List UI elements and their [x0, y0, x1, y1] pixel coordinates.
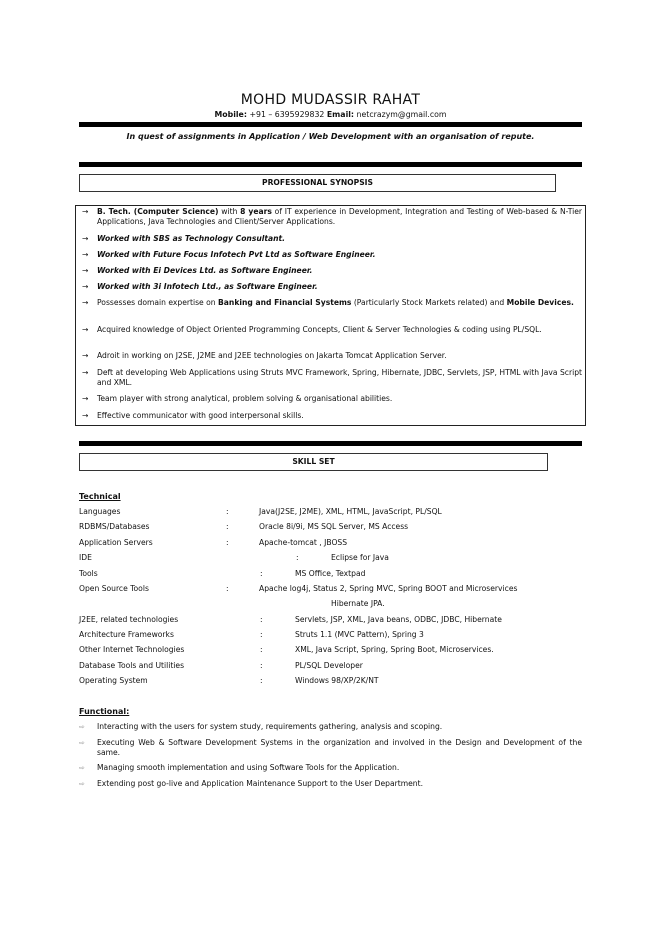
functional-item — [79, 779, 582, 789]
skill-row — [0, 661, 661, 671]
synopsis-item-text — [97, 411, 582, 421]
arrow-right-icon: → — [82, 250, 89, 259]
text-segment: Adroit in working on J2SE, J2ME and J2EE technologies on Jakarta Tomcat Application Server. — [97, 351, 447, 360]
skill-label: Application Servers — [79, 538, 153, 547]
text-segment: 8 years — [240, 207, 272, 216]
skill-row — [0, 522, 661, 532]
synopsis-item — [82, 351, 582, 361]
functional-item-text: Executing Web & Software Development Systems in the organization and involved in the Design and Development of the same. — [97, 738, 582, 757]
skill-row — [0, 615, 661, 625]
divider — [79, 122, 582, 127]
skill-separator: : — [260, 645, 263, 654]
skill-row — [0, 645, 661, 655]
text-segment: Worked with Ei Devices Ltd. as Software Engineer. — [97, 266, 313, 275]
arrow-right-icon: → — [82, 234, 89, 243]
text-segment: (Particularly Stock Markets related) and — [351, 298, 507, 307]
skill-label: Open Source Tools — [79, 584, 149, 593]
skill-row — [0, 507, 661, 517]
arrow-right-icon: → — [82, 411, 89, 420]
arrow-right-icon: → — [82, 282, 89, 291]
skill-value: Struts 1.1 (MVC Pattern), Spring 3 — [295, 630, 424, 639]
skill-row — [0, 569, 661, 579]
functional-item-text: Managing smooth implementation and using Software Tools for the Application. — [97, 763, 400, 772]
synopsis-item — [82, 298, 582, 308]
synopsis-item-text — [97, 282, 582, 292]
synopsis-item-text — [97, 250, 582, 260]
synopsis-item — [82, 325, 582, 335]
synopsis-item-text — [97, 266, 582, 276]
arrow-right-icon: → — [82, 207, 89, 216]
skill-value: Java(J2SE, J2ME), XML, HTML, JavaScript, PL/SQL — [259, 507, 442, 516]
skill-value: Windows 98/XP/2K/NT — [295, 676, 379, 685]
skill-value: XML, Java Script, Spring, Spring Boot, Microservices. — [295, 645, 494, 654]
candidate-name: MOHD MUDASSIR RAHAT — [240, 92, 421, 108]
synopsis-item — [82, 368, 582, 388]
skill-separator: : — [226, 522, 229, 531]
arrow-right-icon: → — [82, 325, 89, 334]
skill-row — [0, 630, 661, 640]
synopsis-item — [82, 282, 582, 292]
arrow-right-icon: → — [82, 394, 89, 403]
objective: In quest of assignments in Application / Web Development with an organisation of repute. — [126, 132, 535, 141]
functional-item-text: Extending post go-live and Application Maintenance Support to the User Department. — [97, 779, 423, 788]
text-segment: Effective communicator with good interpersonal skills. — [97, 411, 304, 420]
skill-separator: : — [260, 676, 263, 685]
text-segment: with — [218, 207, 241, 216]
arrow-right-icon: → — [82, 351, 89, 360]
text-segment: B. Tech. (Computer Science) — [97, 207, 219, 216]
skill-label: Languages — [79, 507, 121, 516]
skill-value: Apache log4j, Status 2, Spring MVC, Spring BOOT and Microservices — [259, 584, 518, 593]
synopsis-item-text — [97, 298, 582, 308]
arrow-bullet-icon: ⇨ — [79, 739, 85, 747]
skill-value: Apache-tomcat , JBOSS — [259, 538, 348, 547]
skill-label: Architecture Frameworks — [79, 630, 174, 639]
email-address: netcrazym@gmail.com — [356, 110, 447, 119]
mobile-number: +91 – 6395929832 — [249, 110, 325, 119]
skill-value: PL/SQL Developer — [295, 661, 363, 670]
skill-row — [0, 538, 661, 548]
text-segment: Deft at developing Web Applications using Struts MVC Framework, Spring, Hibernate, JDBC, Servlets, JSP, HTML with Java Script and XML. — [97, 368, 582, 387]
arrow-bullet-icon: ⇨ — [79, 764, 85, 772]
email-label: Email: — [326, 110, 355, 119]
skill-separator: : — [260, 569, 263, 578]
skill-label: Database Tools and Utilities — [79, 661, 185, 670]
skill-label: Other Internet Technologies — [79, 645, 185, 654]
text-segment: of IT experience in Development, Integration and Testing of Web-based & N-Tier Applications, Java Technologies and Client/Server Applications. — [97, 207, 582, 226]
functional-item — [79, 763, 582, 773]
arrow-right-icon: → — [82, 298, 89, 307]
synopsis-item — [82, 266, 582, 276]
text-segment: Acquired knowledge of Object Oriented Programming Concepts, Client & Server Technologies & coding using PL/SQL. — [97, 325, 542, 334]
functional-heading: Functional: — [79, 707, 130, 716]
skill-row — [0, 553, 661, 563]
skill-value-continued: Hibernate JPA. — [331, 599, 385, 608]
text-segment: Possesses domain expertise on — [97, 298, 218, 307]
text-segment: Worked with SBS as Technology Consultant. — [97, 234, 286, 243]
functional-item-text: Interacting with the users for system study, requirements gathering, analysis and scoping. — [97, 722, 443, 731]
skill-value: Servlets, JSP, XML, Java beans, ODBC, JDBC, Hibernate — [295, 615, 502, 624]
synopsis-item-text — [97, 325, 582, 335]
synopsis-item — [82, 234, 582, 244]
synopsis-item-text — [97, 351, 582, 361]
skill-value: Oracle 8i/9i, MS SQL Server, MS Access — [259, 522, 409, 531]
skill-label: J2EE, related technologies — [79, 615, 179, 624]
skill-row — [0, 584, 661, 608]
skill-separator: : — [260, 661, 263, 670]
synopsis-heading: PROFESSIONAL SYNOPSIS — [79, 174, 556, 192]
synopsis-item — [82, 207, 582, 227]
skill-value: MS Office, Textpad — [295, 569, 366, 578]
text-segment: Mobile Devices. — [506, 298, 574, 307]
synopsis-item-text — [97, 234, 582, 244]
skill-separator: : — [260, 630, 263, 639]
text-segment: Team player with strong analytical, problem solving & organisational abilities. — [97, 394, 393, 403]
text-segment: Banking and Financial Systems — [218, 298, 352, 307]
technical-heading: Technical — [79, 492, 121, 501]
skill-row — [0, 676, 661, 686]
arrow-bullet-icon: ⇨ — [79, 723, 85, 731]
skill-value: Eclipse for Java — [331, 553, 389, 562]
synopsis-item-text — [97, 368, 582, 388]
skill-separator: : — [260, 615, 263, 624]
synopsis-item-text — [97, 207, 582, 227]
divider — [79, 441, 582, 446]
synopsis-item — [82, 411, 582, 421]
divider — [79, 162, 582, 167]
skillset-heading: SKILL SET — [79, 453, 548, 471]
arrow-bullet-icon: ⇨ — [79, 780, 85, 788]
skill-separator: : — [226, 507, 229, 516]
functional-item — [79, 738, 582, 758]
functional-item — [79, 722, 582, 732]
text-segment: Worked with Future Focus Infotech Pvt Ltd as Software Engineer. — [97, 250, 376, 259]
skill-label: Tools — [79, 569, 98, 578]
skill-label: RDBMS/Databases — [79, 522, 150, 531]
synopsis-item-text — [97, 394, 582, 404]
contact-line — [0, 110, 661, 120]
skill-label: IDE — [79, 553, 92, 562]
skill-separator: : — [296, 553, 299, 562]
text-segment: Worked with 3i Infotech Ltd., as Software Engineer. — [97, 282, 318, 291]
arrow-right-icon: → — [82, 368, 89, 377]
skill-separator: : — [226, 584, 229, 593]
skill-label: Operating System — [79, 676, 148, 685]
skill-separator: : — [226, 538, 229, 547]
synopsis-item — [82, 394, 582, 404]
synopsis-item — [82, 250, 582, 260]
arrow-right-icon: → — [82, 266, 89, 275]
mobile-label: Mobile: — [214, 110, 247, 119]
